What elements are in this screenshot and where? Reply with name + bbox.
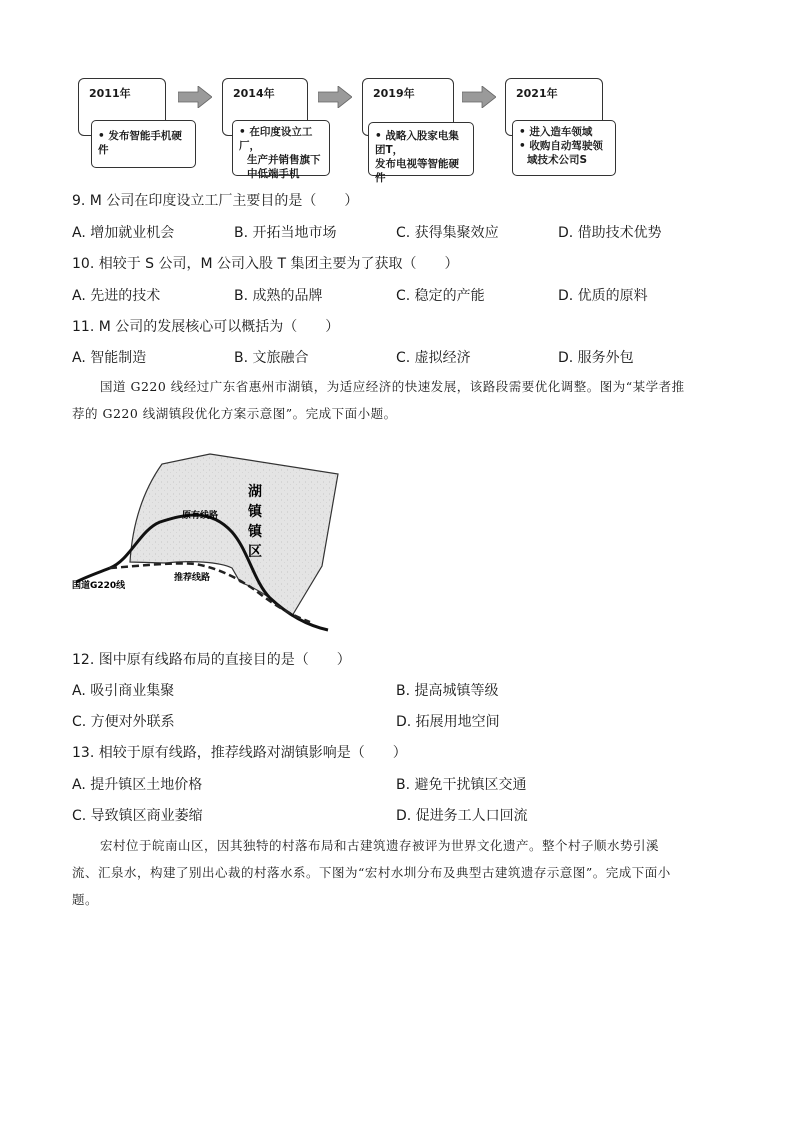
passage-g220 <box>72 373 722 427</box>
question-11-option-c[interactable]: C. 虚拟经济 <box>396 350 471 366</box>
timeline-detail-box-2021 <box>512 120 616 176</box>
passage-line: 题。 <box>72 892 99 907</box>
question-13-option-b[interactable]: B. 避免干扰镇区交通 <box>396 777 527 793</box>
question-11-option-a[interactable]: A. 智能制造 <box>72 350 147 366</box>
question-12-option-a[interactable]: A. 吸引商业集聚 <box>72 683 175 699</box>
question-10-option-a[interactable]: A. 先进的技术 <box>72 288 161 304</box>
question-12-option-c[interactable]: C. 方便对外联系 <box>72 714 175 730</box>
question-9-option-b[interactable]: B. 开拓当地市场 <box>234 225 337 241</box>
map-label-highway: 国道G220线 <box>72 581 126 591</box>
g220-route-map <box>70 450 350 635</box>
map-label-town-1: 湖 <box>248 484 262 500</box>
timeline-detail-line: • 在印度设立工厂， <box>239 126 313 152</box>
question-9-option-d[interactable]: D. 借助技术优势 <box>558 225 662 241</box>
timeline-detail-line: 域技术公司S <box>527 154 588 166</box>
timeline-detail-line: • 进入造车领域 <box>519 126 593 138</box>
passage-line: 流、汇泉水，构建了别出心裁的村落水系。下图为“宏村水圳分布及典型古建筑遗存示意图”。完成下面小 <box>72 865 671 880</box>
question-13: 13. 相较于原有线路，推荐线路对湖镇影响是（ ） <box>72 745 407 761</box>
question-12: 12. 图中原有线路布局的直接目的是（ ） <box>72 652 351 668</box>
timeline-detail-line: • 战略入股家电集团T， <box>375 130 459 156</box>
question-13-option-a[interactable]: A. 提升镇区土地价格 <box>72 777 203 793</box>
question-9-option-c[interactable]: C. 获得集聚效应 <box>396 225 499 241</box>
question-13-option-d[interactable]: D. 促进务工人口回流 <box>396 808 528 824</box>
highway-line <box>76 568 110 582</box>
question-11-option-d[interactable]: D. 服务外包 <box>558 350 634 366</box>
right-arrow-icon <box>318 86 352 108</box>
question-13-option-c[interactable]: C. 导致镇区商业萎缩 <box>72 808 203 824</box>
passage-line: 宏村位于皖南山区，因其独特的村落布局和古建筑遗存被评为世界文化遗产。整个村子顺水势引溪 <box>100 838 660 853</box>
right-arrow-icon <box>178 86 212 108</box>
passage-line: 荐的 G220 线湖镇段优化方案示意图”。完成下面小题。 <box>72 406 397 421</box>
question-10-option-b[interactable]: B. 成熟的品牌 <box>234 288 323 304</box>
timeline-detail-line: • 发布智能手机硬件 <box>98 130 182 156</box>
question-12-option-d[interactable]: D. 拓展用地空间 <box>396 714 500 730</box>
timeline-detail-box-2014 <box>232 120 330 180</box>
question-10-option-d[interactable]: D. 优质的原料 <box>558 288 648 304</box>
timeline-year-label: 2014年 <box>233 87 275 100</box>
map-label-existing: 原有线路 <box>182 511 219 521</box>
timeline-year-label: 2019年 <box>373 87 415 100</box>
timeline-year-label: 2021年 <box>516 87 558 100</box>
passage-hongcun <box>72 832 722 913</box>
question-9: 9. M 公司在印度设立工厂主要目的是（ ） <box>72 193 359 209</box>
map-label-recommended: 推荐线路 <box>174 573 211 583</box>
passage-line: 国道 G220 线经过广东省惠州市湖镇，为适应经济的快速发展，该路段需要优化调整。图为“某学者推 <box>100 379 685 394</box>
timeline-detail-line: 中低端手机 <box>247 168 300 180</box>
timeline-detail-line: 发布电视等智能硬件 <box>375 158 459 184</box>
question-10: 10. 相较于 S 公司，M 公司入股 T 集团主要为了获取（ ） <box>72 256 459 272</box>
question-10-option-c[interactable]: C. 稳定的产能 <box>396 288 485 304</box>
timeline-detail-line: 生产并销售旗下 <box>247 154 321 166</box>
timeline-detail-box-2019 <box>368 122 474 184</box>
map-label-town-3: 镇 <box>248 524 262 540</box>
map-label-town-2: 镇 <box>248 504 262 520</box>
timeline-detail-line: • 收购自动驾驶领 <box>519 140 603 152</box>
right-arrow-icon <box>462 86 496 108</box>
question-11-option-b[interactable]: B. 文旅融合 <box>234 350 309 366</box>
question-12-option-b[interactable]: B. 提高城镇等级 <box>396 683 499 699</box>
question-11: 11. M 公司的发展核心可以概括为（ ） <box>72 319 340 335</box>
timeline-detail-box-2011 <box>91 120 196 168</box>
timeline-year-label: 2011年 <box>89 87 131 100</box>
question-9-option-a[interactable]: A. 增加就业机会 <box>72 225 175 241</box>
map-label-town-4: 区 <box>248 544 262 560</box>
